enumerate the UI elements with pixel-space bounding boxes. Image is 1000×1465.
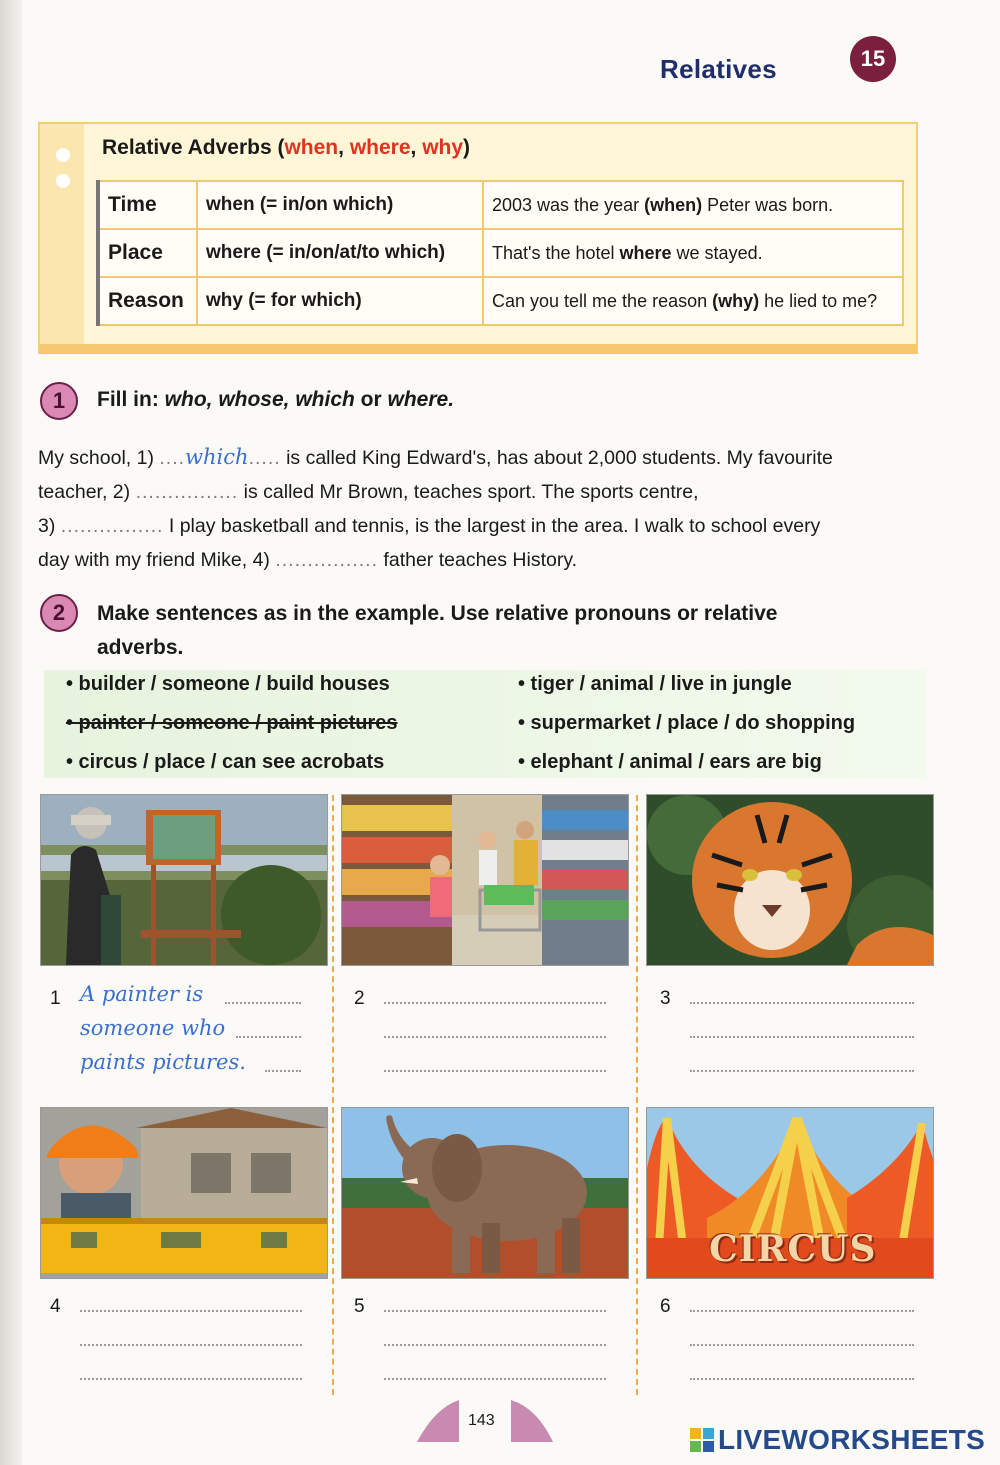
exercise-2-title-line1: Make sentences as in the example. Use relative pronouns or relative — [97, 602, 778, 625]
row-label: Time — [98, 181, 197, 229]
answer-2-blank[interactable]: ................ — [135, 481, 239, 503]
page-title: Relatives — [660, 54, 777, 84]
answer-line-4a[interactable] — [80, 1308, 302, 1312]
comma: , — [338, 136, 350, 159]
answer-number: 3 — [660, 988, 671, 1009]
answer-line-5a[interactable] — [384, 1308, 606, 1312]
column-divider — [636, 795, 638, 1395]
row-label: Place — [98, 229, 197, 277]
prompt-item-example: • painter / someone / paint pictures — [66, 712, 398, 734]
title-text: Relative Adverbs ( — [102, 136, 285, 159]
supermarket-photo — [341, 794, 629, 966]
answer-line — [225, 1000, 301, 1004]
answer-line-4c[interactable] — [80, 1376, 302, 1380]
paragraph-line: teacher, 2) ................ is called Mr Brown, teaches sport. The sports centre, — [38, 481, 699, 503]
liveworksheets-logo[interactable]: LIVEWORKSHEETS — [718, 1424, 986, 1455]
prompt-item: • builder / someone / build houses — [66, 673, 390, 695]
where-word: where — [349, 136, 411, 159]
answer-line-2b[interactable] — [384, 1034, 606, 1038]
tiger-photo — [646, 794, 934, 966]
row-example: 2003 was the year (when) Peter was born. — [483, 181, 903, 229]
answer-number: 5 — [354, 1296, 365, 1317]
exercise-1-title: Fill in: who, whose, which or where. — [97, 388, 455, 411]
answer-line-2a[interactable] — [384, 1000, 606, 1004]
grammar-box — [38, 122, 918, 354]
answer-line-2c[interactable] — [384, 1068, 606, 1072]
exercise-2-title-line2: adverbs. — [97, 636, 184, 659]
elephant-photo — [341, 1107, 629, 1279]
answer-3-blank[interactable]: ................ — [60, 515, 164, 537]
answer-line-3c[interactable] — [690, 1068, 914, 1072]
answer-line-3b[interactable] — [690, 1034, 914, 1038]
answer-number: 1 — [50, 988, 61, 1009]
prompt-item: • circus / place / can see acrobats — [66, 751, 385, 773]
answer-line-6c[interactable] — [690, 1376, 914, 1380]
comma: , — [410, 136, 423, 159]
answer-line-4b[interactable] — [80, 1342, 302, 1346]
answer-number: 4 — [50, 1296, 61, 1317]
answer-number: 2 — [354, 988, 365, 1009]
example-answer-line: A painter is — [80, 982, 204, 1006]
circus-photo — [646, 1107, 934, 1279]
page-number: 143 — [468, 1412, 495, 1429]
page-spine — [0, 0, 22, 1465]
answer-line-3a[interactable] — [690, 1000, 914, 1004]
paragraph-line: day with my friend Mike, 4) ................ father teaches History. — [38, 549, 578, 571]
prompt-item: • elephant / animal / ears are big — [518, 751, 822, 773]
answer-line — [236, 1034, 301, 1038]
answer-1[interactable]: which — [185, 445, 249, 469]
binder-dot — [56, 148, 70, 162]
answer-4-blank[interactable]: ................ — [275, 549, 379, 571]
grammar-title — [102, 136, 470, 160]
row-example: That's the hotel where we stayed. — [483, 229, 903, 277]
title-text: ) — [463, 136, 471, 159]
circus-sign: CIRCUS — [709, 1228, 877, 1270]
answer-line-5c[interactable] — [384, 1376, 606, 1380]
row-example: Can you tell me the reason (why) he lied to me? — [483, 277, 903, 325]
liveworksheets-icon — [690, 1428, 714, 1452]
row-label: Reason — [98, 277, 197, 325]
answer-line-6b[interactable] — [690, 1342, 914, 1346]
answer-number: 6 — [660, 1296, 671, 1317]
example-answer-line: someone who — [80, 1016, 226, 1040]
why-word: why — [422, 136, 464, 159]
answer-line — [265, 1068, 301, 1072]
binder-dot — [56, 174, 70, 188]
row-form: when (= in/on which) — [197, 181, 483, 229]
row-form: where (= in/on/at/to which) — [197, 229, 483, 277]
example-answer-line: paints pictures. — [80, 1050, 246, 1074]
answer-line-5b[interactable] — [384, 1342, 606, 1346]
row-form: why (= for which) — [197, 277, 483, 325]
prompt-item: • tiger / animal / live in jungle — [518, 673, 792, 695]
relative-adverbs-table — [96, 180, 904, 326]
exercise-1-paragraph — [38, 440, 908, 577]
paragraph-line: My school, 1) ....which..... is called King Edward's, has about 2,000 students. My favourite — [38, 445, 833, 469]
unit-badge: 15 — [850, 36, 896, 82]
table-row — [98, 181, 903, 229]
painter-photo — [40, 794, 328, 966]
answer-line-6a[interactable] — [690, 1308, 914, 1312]
table-row — [98, 229, 903, 277]
exercise-1-number: 1 — [40, 382, 78, 420]
table-row — [98, 277, 903, 325]
column-divider — [332, 795, 334, 1395]
exercise-2-number: 2 — [40, 594, 78, 632]
builder-photo — [40, 1107, 328, 1279]
prompt-item: • supermarket / place / do shopping — [518, 712, 856, 734]
paragraph-line: 3) ................ I play basketball and tennis, is the largest in the area. I walk to school every — [38, 515, 821, 537]
when-word: when — [284, 136, 339, 159]
